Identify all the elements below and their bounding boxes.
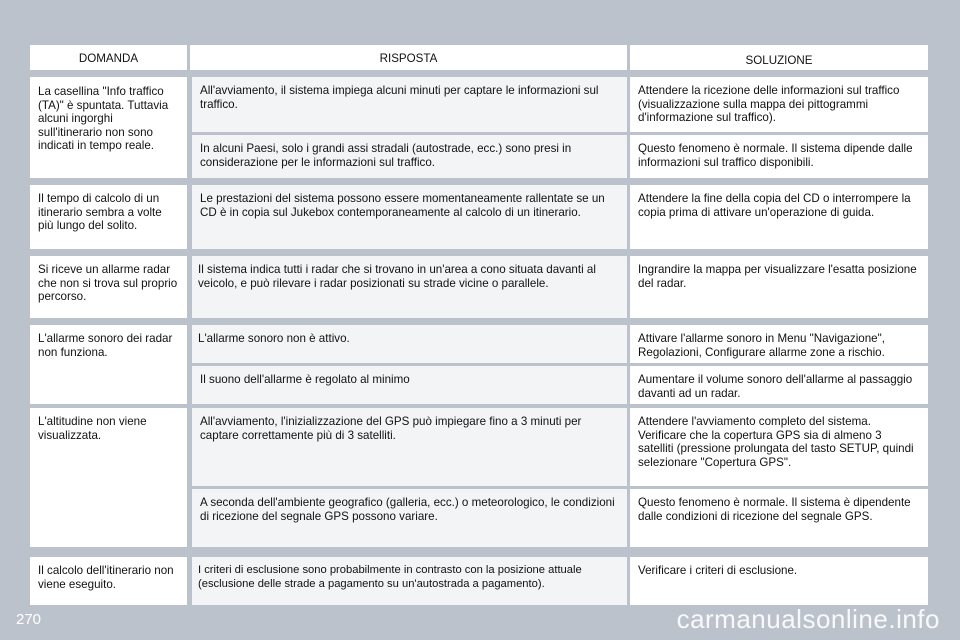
solution-cell: Questo fenomeno è normale. Il sistema è dipendente dalle condizioni di ricezione del segnale GPS.: [630, 489, 928, 547]
answer-cell: Le prestazioni del sistema possono essere momentaneamente rallentate se un CD è in copia sul Jukebox contemporaneamente al calcolo di un itinerario.: [192, 185, 627, 249]
solution-cell: Attendere la fine della copia del CD o interrompere la copia prima di attivare un'operazione di guida.: [630, 185, 928, 249]
solution-cell: Attendere la ricezione delle informazioni sul traffico (visualizzazione sulla mappa dei pittogrammi d'informazione sul traffico).: [630, 77, 928, 132]
answer-cell: A seconda dell'ambiente geografico (galleria, ecc.) o meteorologico, le condizioni di ricezione del segnale GPS possono variare.: [192, 489, 627, 547]
header-solution: SOLUZIONE: [630, 45, 928, 70]
header-question: DOMANDA: [30, 45, 187, 70]
answer-cell: I criteri di esclusione sono probabilmente in contrasto con la posizione attuale (esclusione delle strade a pagamento su un'autostrada a pagamento).: [192, 557, 627, 605]
answer-cell: All'avviamento, il sistema impiega alcuni minuti per captare le informazioni sul traffico.: [192, 77, 627, 132]
solution-cell: Attivare l'allarme sonoro in Menu "Navigazione", Regolazioni, Configurare allarme zone a rischio.: [630, 325, 928, 363]
header-answer: RISPOSTA: [190, 45, 627, 70]
question-cell: L'allarme sonoro dei radar non funziona.: [30, 325, 187, 404]
question-cell: Il tempo di calcolo di un itinerario sembra a volte più lungo del solito.: [30, 185, 187, 249]
page-number: 270: [16, 611, 42, 628]
answer-cell: Il sistema indica tutti i radar che si trovano in un'area a cono situata davanti al veicolo, e può rilevare i radar posizionati su strade vicine o parallele.: [192, 256, 627, 318]
answer-cell: Il suono dell'allarme è regolato al minimo: [192, 366, 627, 404]
solution-cell: Ingrandire la mappa per visualizzare l'esatta posizione del radar.: [630, 256, 928, 318]
answer-cell: In alcuni Paesi, solo i grandi assi stradali (autostrade, ecc.) sono presi in considerazione per le informazioni sul traffico.: [192, 135, 627, 178]
solution-cell: Attendere l'avviamento completo del sistema. Verificare che la copertura GPS sia di almeno 3 satelliti (pressione prolungata del tasto SETUP, quindi selezionare "Copertura GPS".: [630, 408, 928, 486]
question-cell: La casellina "Info traffico (TA)" è spuntata. Tuttavia alcuni ingorghi sull'itinerario non sono indicati in tempo reale.: [30, 77, 187, 178]
answer-cell: All'avviamento, l'inizializzazione del GPS può impiegare fino a 3 minuti per captare correttamente più di 3 satelliti.: [192, 408, 627, 486]
solution-cell: Aumentare il volume sonoro dell'allarme al passaggio davanti ad un radar.: [630, 366, 928, 404]
solution-cell: Verificare i criteri di esclusione.: [630, 557, 928, 605]
question-cell: L'altitudine non viene visualizzata.: [30, 408, 187, 547]
answer-cell: L'allarme sonoro non è attivo.: [192, 325, 627, 363]
question-cell: Si riceve un allarme radar che non si trova sul proprio percorso.: [30, 256, 187, 318]
question-cell: Il calcolo dell'itinerario non viene eseguito.: [30, 557, 187, 605]
solution-cell: Questo fenomeno è normale. Il sistema dipende dalle informazioni sul traffico disponibili.: [630, 135, 928, 178]
watermark: carmanualsonline.info: [676, 604, 940, 634]
